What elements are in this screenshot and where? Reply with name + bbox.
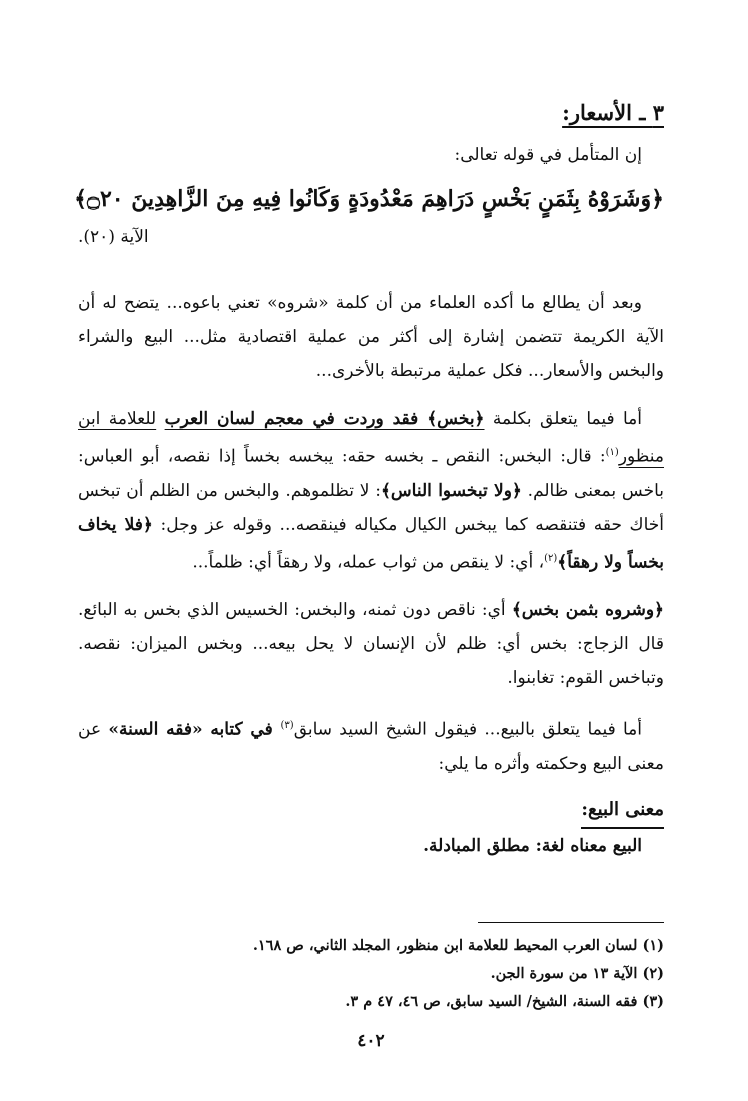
spacer [78,388,664,402]
spacer [78,781,664,787]
spacer [78,579,664,593]
p2-underlined: ﴿بخس﴾ فقد وردت في معجم لسان العرب [164,409,485,429]
footnote-ref-2: (٢) [544,552,558,564]
definition-line: البيع معناه لغة: مطلق المبادلة. [423,835,642,856]
footnotes [78,932,664,1016]
p2-start: أما فيما يتعلق بكلمة [484,409,643,429]
p2-rest: : قال: البخس: النقص ـ بخسه حقه: يبخسه بخساً إذا نقصه، أبو العباس: باخس بمعنى ظالم. [78,446,664,501]
verse-reference: الآية (٢٠). [78,227,149,247]
p3-rest: أي: ناقص دون ثمنه، والبخس: الخسيس الذي بخس به البائع. قال الزجاج: بخس أي: ظلم لأن الإنسان لا يحل بيعه... وبخس الميزان: نقصه. وتباخس القوم: تغابنوا. [78,600,664,689]
spacer [78,252,664,286]
p2-rest-2: : لا تظلموهم. والبخس من الظلم أن تبخس أخاك حقه فتنقصه كما يبخس الكيال مكياله فينقصه... وقوله عز وجل: [78,480,664,535]
section-heading: ٣ ـ الأسعار: [562,100,664,125]
page-number: ٤٠٢ [357,1031,385,1051]
page-content [74,96,665,1066]
subheading-meaning-of-sale: معنى البيع: [581,793,664,829]
p2-author: للعلامة ابن منظور [78,409,664,467]
footnote-divider [478,922,664,923]
paragraph-3 [78,593,664,695]
footnote-ref-1: (١) [605,447,619,458]
p4-start: أما فيما يتعلق بالبيع... فيقول الشيخ السيد سابق [293,719,642,740]
p2-quote-1: ﴿ولا تبخسوا الناس﴾ [380,480,522,501]
intro-line: إن المتأمل في قوله تعالى: [454,145,642,165]
p2-rest-3: ، أي: لا ينقص من ثواب عمله، ولا رهقاً أي: ظلماً... [192,552,545,573]
p4-mid: في كتابه [202,719,281,740]
p4-book: «فقه السنة» [108,719,203,740]
footnote-1: (١) لسان العرب المحيط للعلامة ابن منظور، المجلد الثاني، ص ١٦٨. [252,937,664,954]
paragraph-2 [78,402,664,579]
quran-verse: ﴿وَشَرَوْهُ بِثَمَنٍ بَخْسٍ دَرَاهِمَ مَعْدُودَةٍ وَكَانُوا فِيهِ مِنَ الزَّاهِدِينَ ۝٢٠﴾ [74,186,664,212]
p4-end: عن معنى البيع وحكمته وأثره ما يلي: [78,719,664,774]
spacer [78,695,664,709]
footnote-2: (٢) الآية ١٣ من سورة الجن. [490,965,664,982]
paragraph-1: وبعد أن يطالع ما أكده العلماء من أن كلمة «شروه» تعني باعوه... يتضح له أن الآية الكريمة تتضمن إشارة إلى أكثر من عملية اقتصادية مثل... البيع والشراء والبخس والأسعار... فكل عملية مرتبطة بالأخرى... [78,293,664,381]
footnote-3: (٣) فقه السنة، الشيخ/ السيد سابق، ص ٤٦، ٤٧ م ٣. [345,993,664,1010]
paragraph-4 [78,709,664,781]
p2-quote-2: ﴿فلا يخاف بخساً ولا رهقاً﴾ [78,514,664,573]
footnote-ref-3: (٣) [280,720,294,732]
p3-quote: ﴿وشروه بثمن بخس﴾ [511,600,665,621]
